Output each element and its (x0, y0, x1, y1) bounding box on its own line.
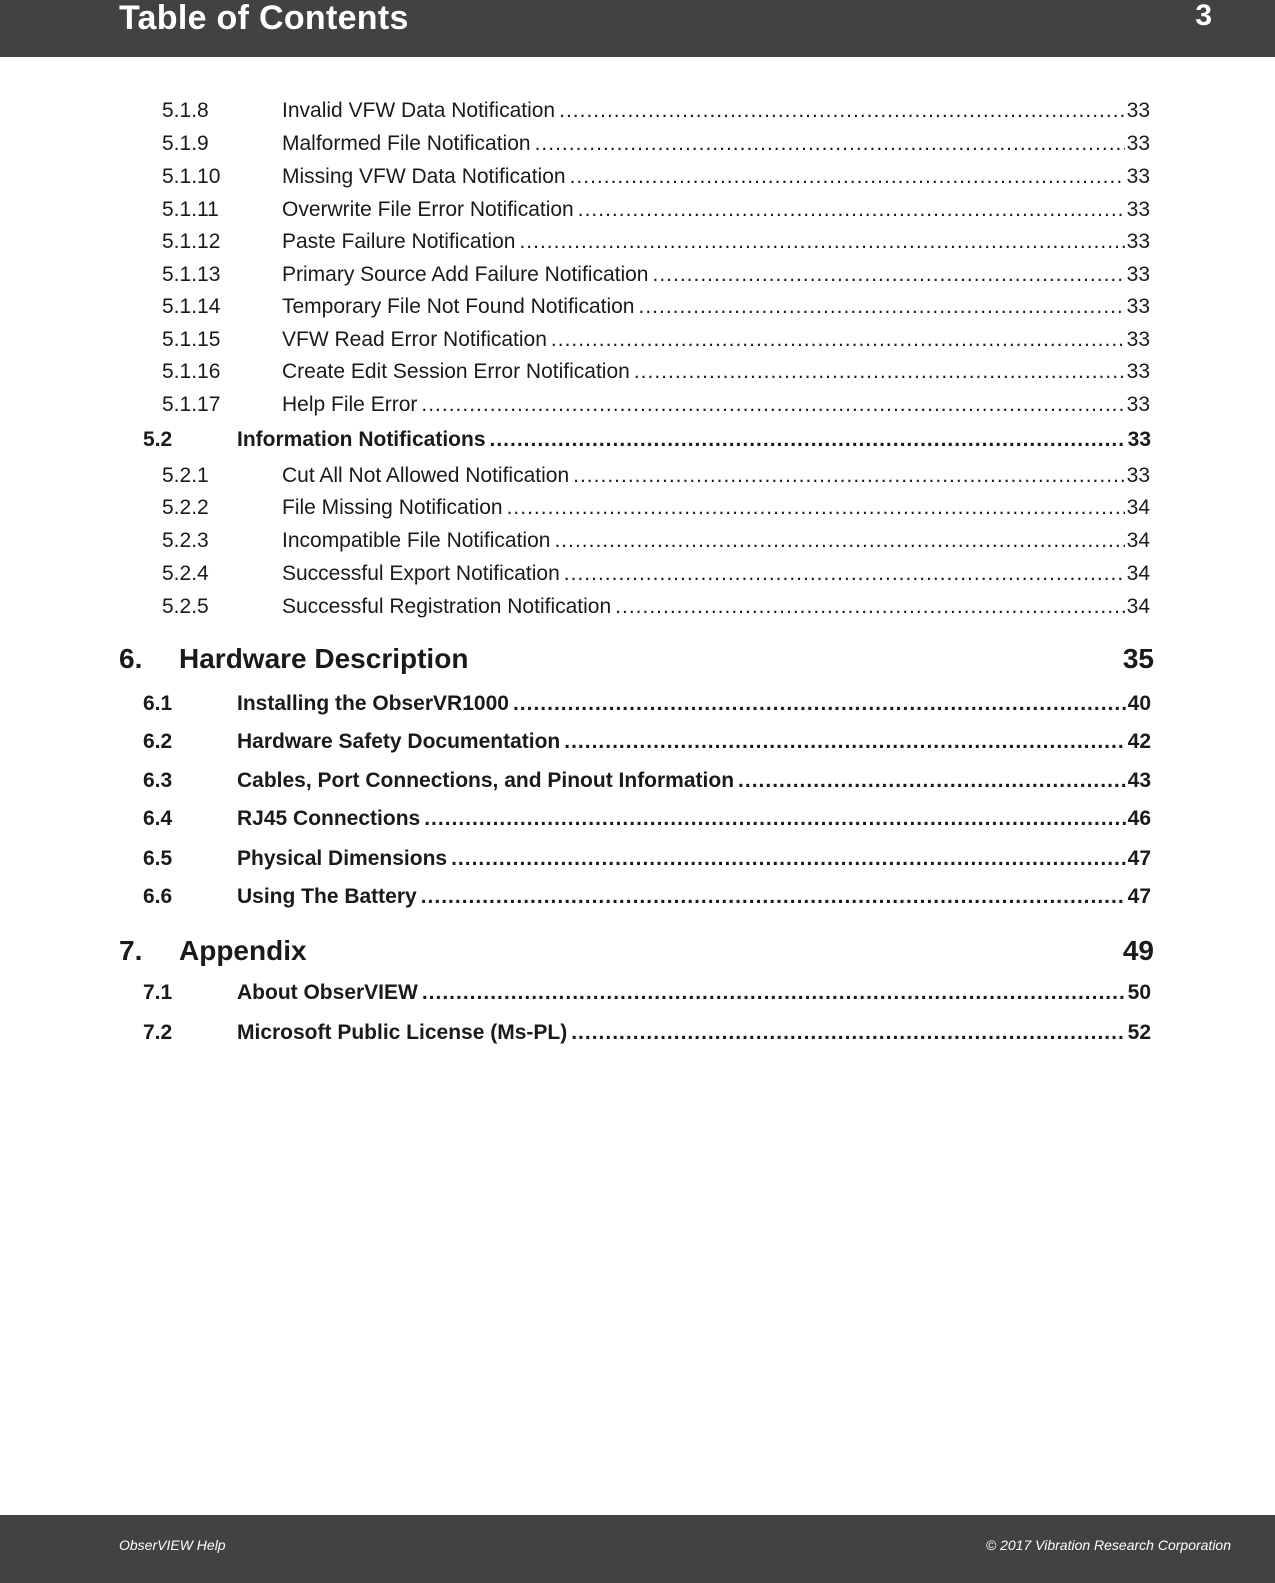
toc-entry-title: Create Edit Session Error Notification (282, 360, 630, 383)
toc-entry-page: 42 (1127, 730, 1151, 753)
toc-entry-page: 33 (1126, 132, 1150, 155)
toc-entry-page: 33 (1126, 99, 1150, 122)
toc-entry-number: 5.1.8 (162, 99, 209, 122)
toc-entry[interactable] (143, 728, 1151, 756)
toc-entry-title: Cables, Port Connections, and Pinout Information (237, 769, 735, 792)
toc-entry-page: 35 (1122, 643, 1154, 674)
toc-entry-number: 6.1 (143, 692, 173, 715)
toc-entry-number: 5.1.16 (162, 360, 221, 383)
toc-entry-number: 6.3 (143, 769, 173, 792)
header-bar (0, 0, 1275, 57)
toc-entry[interactable] (162, 358, 1150, 386)
toc-entry[interactable] (162, 326, 1150, 354)
toc-entry-title: Successful Registration Notification (282, 595, 612, 618)
toc-entry-number: 5.1.10 (162, 165, 221, 188)
toc-entry-title: Malformed File Notification (282, 132, 531, 155)
footer-copyright: © 2017 Vibration Research Corporation (985, 1537, 1231, 1553)
toc-entry-page: 33 (1126, 464, 1150, 487)
toc-entry-title: Temporary File Not Found Notification (282, 295, 635, 318)
toc-entry-title: VFW Read Error Notification (282, 328, 547, 351)
toc-entry-page: 34 (1126, 529, 1150, 552)
toc-entry-page: 33 (1126, 295, 1150, 318)
toc-entry[interactable] (143, 767, 1151, 795)
toc-entry-page: 50 (1127, 981, 1151, 1004)
page-title: Table of Contents (119, 0, 409, 37)
toc-entry-page: 33 (1127, 428, 1151, 451)
toc-entry-page: 33 (1126, 230, 1150, 253)
dot-leader (564, 560, 1125, 588)
toc-entry-number: 5.2.5 (162, 595, 209, 618)
toc-entry-title: File Missing Notification (282, 496, 503, 519)
toc-entry[interactable] (162, 163, 1150, 191)
toc-entry-page: 49 (1122, 935, 1154, 966)
toc-entry[interactable] (143, 805, 1151, 833)
toc-entry-title: Hardware Safety Documentation (237, 730, 561, 753)
dot-leader (535, 130, 1125, 158)
toc-entry[interactable] (162, 261, 1150, 289)
toc-entry[interactable] (162, 196, 1150, 224)
dot-leader (559, 97, 1125, 125)
toc-entry[interactable] (162, 130, 1150, 158)
toc-entry-page: 33 (1126, 263, 1150, 286)
toc-entry-title: Using The Battery (237, 885, 417, 908)
dot-leader (513, 690, 1126, 718)
dot-leader (490, 426, 1126, 454)
toc-entry-page: 47 (1127, 847, 1151, 870)
toc-entry-title: RJ45 Connections (237, 807, 421, 830)
dot-leader (507, 494, 1125, 522)
dot-leader (451, 845, 1126, 873)
toc-chapter[interactable] (119, 641, 1154, 677)
dot-leader (638, 293, 1124, 321)
toc-entry-title: Invalid VFW Data Notification (282, 99, 556, 122)
dot-leader (571, 1019, 1125, 1047)
toc-entry-number: 5.2.3 (162, 529, 209, 552)
toc-entry-page: 33 (1126, 198, 1150, 221)
toc-entry-number: 5.2.4 (162, 562, 209, 585)
toc-entry[interactable] (143, 883, 1151, 911)
toc-entry-title: Installing the ObserVR1000 (237, 692, 509, 715)
dot-leader (570, 163, 1125, 191)
toc-entry-page: 33 (1126, 328, 1150, 351)
page-number: 3 (1195, 0, 1212, 32)
toc-entry-number: 7.1 (143, 981, 173, 1004)
toc-entry[interactable] (143, 979, 1151, 1007)
toc-entry[interactable] (143, 690, 1151, 718)
toc-entry-number: 6.2 (143, 730, 173, 753)
toc-entry[interactable] (162, 462, 1150, 490)
toc-entry-number: 5.2 (143, 428, 173, 451)
toc-entry-title: Help File Error (282, 393, 418, 416)
toc-entry-number: 5.1.14 (162, 295, 221, 318)
toc-entry-number: 5.2.2 (162, 496, 209, 519)
toc-entry-number: 5.2.1 (162, 464, 209, 487)
footer-bar (0, 1515, 1275, 1583)
toc-entry-page: 52 (1127, 1021, 1151, 1044)
toc-entry-number: 6.4 (143, 807, 173, 830)
toc-entry-page: 43 (1127, 769, 1151, 792)
toc-entry[interactable] (162, 494, 1150, 522)
toc-chapter[interactable] (119, 933, 1154, 969)
toc-entry[interactable] (162, 593, 1150, 621)
toc-entry-number: 6.5 (143, 847, 173, 870)
dot-leader (615, 593, 1124, 621)
dot-leader (564, 728, 1125, 756)
toc-entry-page: 34 (1126, 595, 1150, 618)
dot-leader (519, 228, 1124, 256)
toc-entry-number: 7.2 (143, 1021, 173, 1044)
toc-entry[interactable] (162, 391, 1150, 419)
toc-entry-page: 33 (1126, 165, 1150, 188)
dot-leader (634, 358, 1125, 386)
dot-leader (578, 196, 1125, 224)
toc-entry-page: 47 (1127, 885, 1151, 908)
toc-entry-title: Information Notifications (237, 428, 486, 451)
toc-entry-number: 5.1.11 (162, 198, 219, 221)
toc-entry[interactable] (162, 527, 1150, 555)
toc-entry-page: 34 (1126, 562, 1150, 585)
toc-entry-number: 5.1.12 (162, 230, 221, 253)
toc-entry-title: Appendix (179, 935, 307, 966)
toc-entry-title: About ObserVIEW (237, 981, 418, 1004)
toc-entry-page: 34 (1126, 496, 1150, 519)
footer-doc-title: ObserVIEW Help (119, 1537, 226, 1553)
dot-leader (421, 883, 1126, 911)
toc-entry[interactable] (162, 293, 1150, 321)
toc-entry[interactable] (162, 97, 1150, 125)
toc-entry-title: Cut All Not Allowed Notification (282, 464, 570, 487)
dot-leader (653, 261, 1125, 289)
toc-entry-number: 6.6 (143, 885, 173, 908)
toc-entry-number: 7. (119, 935, 143, 966)
toc-entry-title: Microsoft Public License (Ms-PL) (237, 1021, 568, 1044)
dot-leader (424, 805, 1125, 833)
toc-entry-number: 5.1.9 (162, 132, 209, 155)
toc-entry-page: 33 (1126, 360, 1150, 383)
dot-leader (551, 326, 1125, 354)
toc-entry-number: 6. (119, 643, 143, 674)
toc-entry-number: 5.1.17 (162, 393, 221, 416)
toc-entry-page: 33 (1126, 393, 1150, 416)
toc-entry[interactable] (162, 228, 1150, 256)
toc-entry-title: Missing VFW Data Notification (282, 165, 566, 188)
toc-entry-title: Hardware Description (179, 643, 469, 674)
toc-entry-number: 5.1.13 (162, 263, 221, 286)
dot-leader (573, 462, 1125, 490)
toc-entry-title: Incompatible File Notification (282, 529, 551, 552)
toc-entry[interactable] (143, 426, 1151, 454)
toc-entry-title: Physical Dimensions (237, 847, 448, 870)
dot-leader (422, 979, 1126, 1007)
toc-entry-title: Overwrite File Error Notification (282, 198, 574, 221)
toc-entry-page: 40 (1127, 692, 1151, 715)
toc-entry-number: 5.1.15 (162, 328, 221, 351)
toc-entry[interactable] (143, 845, 1151, 873)
toc-entry[interactable] (162, 560, 1150, 588)
toc-entry-title: Paste Failure Notification (282, 230, 516, 253)
toc-entry-page: 46 (1127, 807, 1151, 830)
toc-entry-title: Successful Export Notification (282, 562, 560, 585)
toc-entry-title: Primary Source Add Failure Notification (282, 263, 649, 286)
dot-leader (738, 767, 1126, 795)
toc-entry[interactable] (143, 1019, 1151, 1047)
dot-leader (421, 391, 1124, 419)
dot-leader (554, 527, 1124, 555)
